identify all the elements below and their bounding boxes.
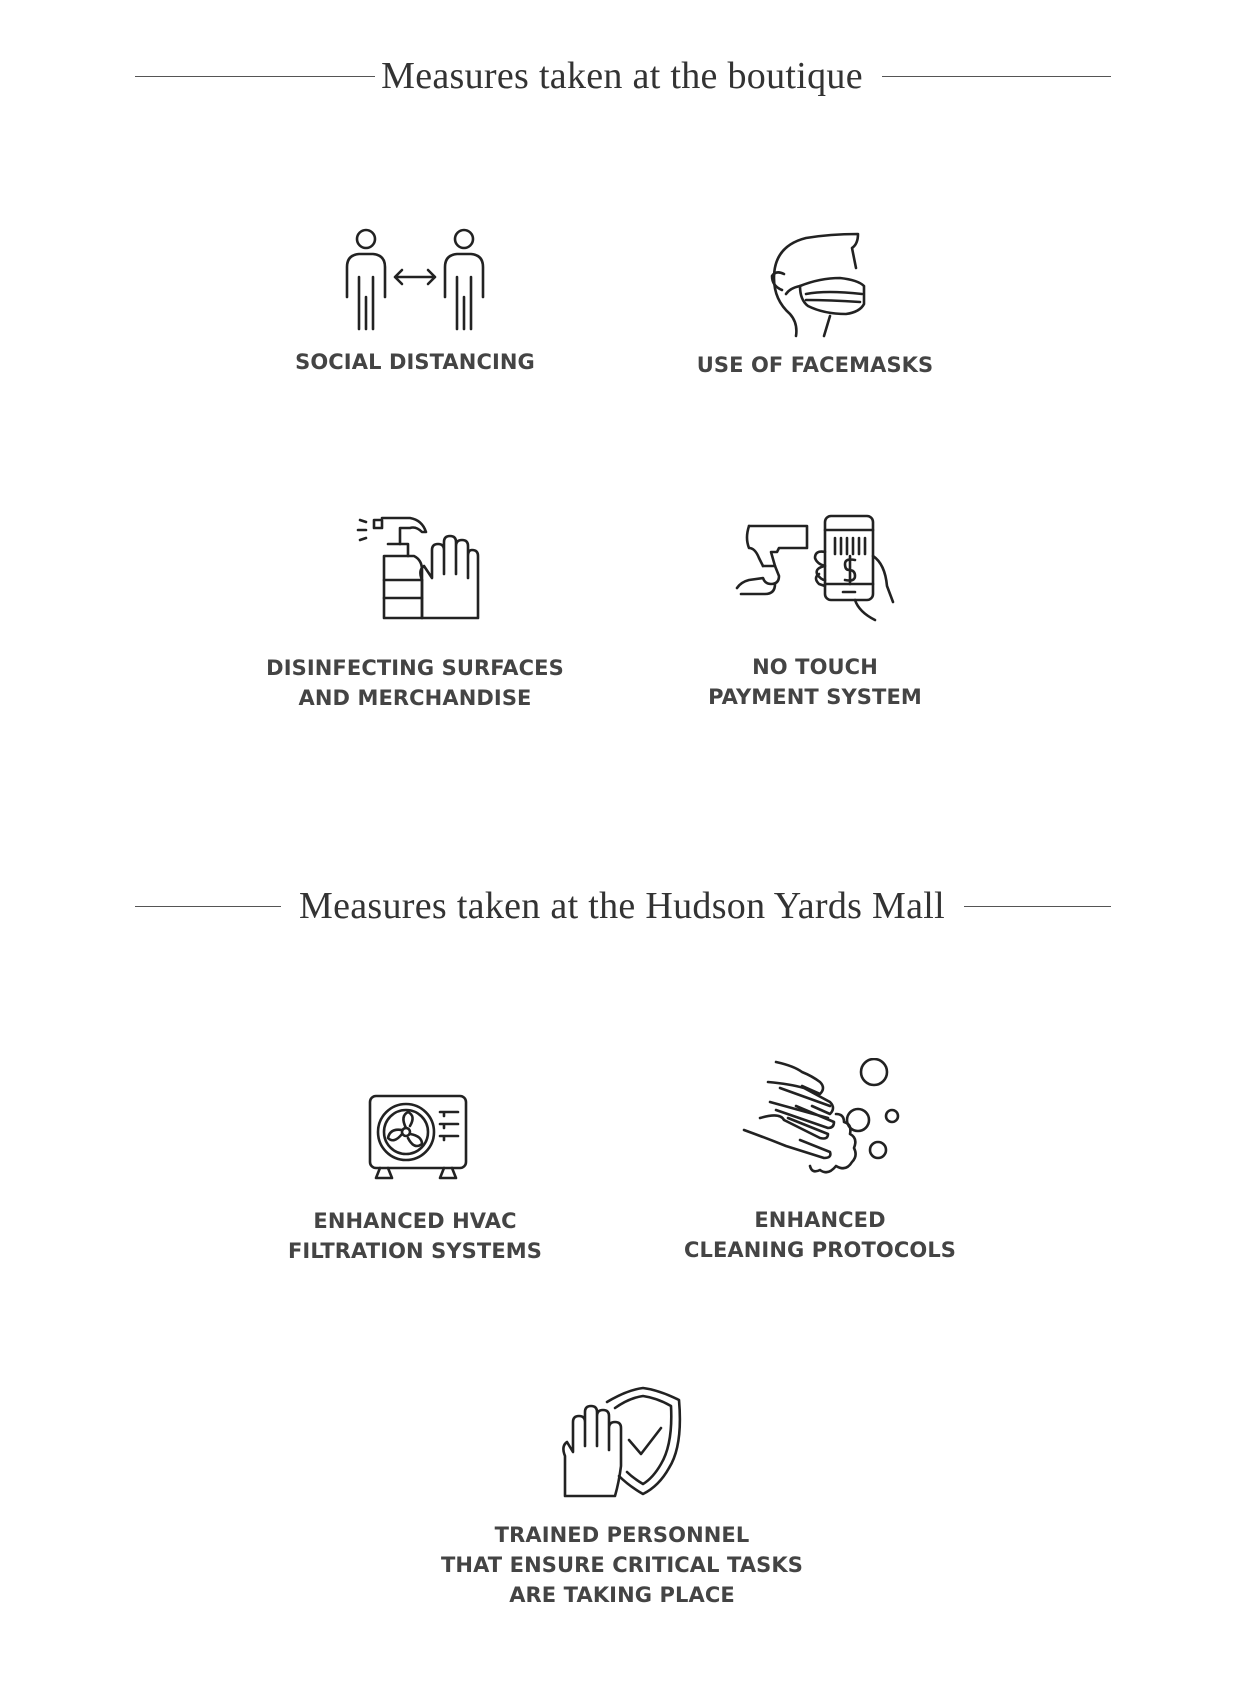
spray-bottle-glove-icon [350, 508, 480, 623]
measure-no-touch-payment [655, 512, 975, 712]
handwashing-icon [740, 1058, 900, 1183]
section-title: Measures taken at the boutique [381, 55, 863, 97]
measure-hvac [255, 1092, 575, 1266]
section-heading-boutique [0, 46, 1244, 106]
measure-label: TRAINED PERSONNEL THAT ENSURE CRITICAL TASKS ARE TAKING PLACE [440, 1523, 804, 1607]
measure-trained-personnel [422, 1386, 822, 1610]
measure-label: ENHANCED HVAC FILTRATION SYSTEMS [287, 1209, 542, 1263]
measure-label: DISINFECTING SURFACES AND MERCHANDISE [266, 656, 564, 710]
heading-rule-right [964, 906, 1111, 907]
measure-disinfecting [255, 508, 575, 713]
glove-shield-check-icon [557, 1386, 687, 1498]
measure-facemasks [655, 228, 975, 380]
social-distancing-icon [335, 225, 495, 335]
measure-label: SOCIAL DISTANCING [295, 350, 535, 374]
facemask-icon [760, 228, 870, 340]
measure-label: USE OF FACEMASKS [696, 353, 934, 377]
contactless-payment-icon [735, 512, 895, 624]
section-title: Measures taken at the Hudson Yards Mall [299, 885, 945, 927]
measure-label: ENHANCED CLEANING PROTOCOLS [683, 1208, 957, 1262]
hvac-unit-icon [360, 1092, 470, 1184]
measure-cleaning-protocols [660, 1058, 980, 1265]
section-heading-hudson-yards [0, 876, 1244, 936]
measure-social-distancing [255, 225, 575, 377]
measure-label: NO TOUCH PAYMENT SYSTEM [708, 655, 922, 709]
heading-rule-right [882, 76, 1111, 77]
